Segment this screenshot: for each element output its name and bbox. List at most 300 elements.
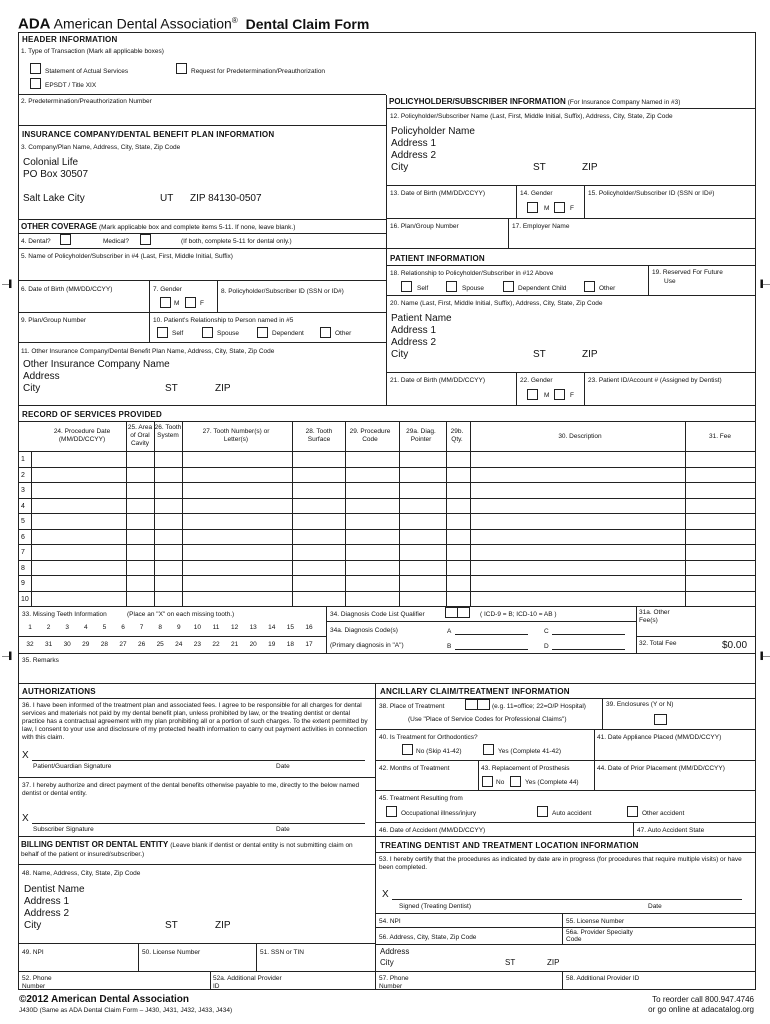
- f40-label: 40. Is Treatment for Orthodontics?: [379, 734, 478, 741]
- enclosures-box[interactable]: [654, 714, 667, 725]
- service-row-rule: [19, 575, 756, 576]
- treating-city[interactable]: City: [380, 958, 394, 967]
- ortho-no-label: No (Skip 41-42): [416, 748, 462, 755]
- billing-heading: [21, 840, 371, 859]
- service-row-rule: [19, 498, 756, 499]
- pat-dependent-checkbox[interactable]: [503, 281, 514, 292]
- dentist-address1[interactable]: Address 1: [24, 896, 70, 907]
- ortho-yes-label: Yes (Complete 41-42): [498, 748, 561, 755]
- rule: [584, 185, 585, 218]
- other-co-address[interactable]: Address: [23, 371, 60, 382]
- rule: [138, 943, 139, 971]
- rule: [386, 265, 756, 266]
- f32-label: 32. Total Fee: [639, 640, 677, 647]
- rule: [562, 913, 563, 927]
- f34a-label: 34a. Diagnosis Code(s): [330, 627, 398, 634]
- footer-copyright: ©2012 American Dental Association: [19, 994, 190, 1005]
- f34-label: 34. Diagnosis Code List Qualifier: [330, 611, 425, 618]
- service-row-number: 5: [21, 518, 25, 525]
- margin-tick-left-2: —▌: [2, 653, 14, 660]
- tooth-number[interactable]: 15: [286, 624, 294, 631]
- rule: [19, 248, 386, 249]
- insurance-city[interactable]: Salt Lake City: [23, 193, 85, 204]
- ortho-no-checkbox[interactable]: [402, 744, 413, 755]
- treating-st[interactable]: ST: [505, 958, 516, 967]
- tooth-number[interactable]: 2: [46, 624, 51, 631]
- tooth-number[interactable]: 32: [26, 641, 34, 648]
- service-column-rule: [470, 421, 471, 606]
- tooth-number[interactable]: 23: [193, 641, 201, 648]
- title-form: Dental Claim Form: [245, 15, 370, 32]
- rule: [648, 265, 649, 295]
- treating-heading: TREATING DENTIST AND TREATMENT LOCATION INFORMATION: [380, 841, 639, 850]
- other-accident-label: Other accident: [642, 810, 685, 817]
- auth-heading: AUTHORIZATIONS: [22, 687, 96, 696]
- rel-dependent-label: Dependent: [272, 330, 304, 337]
- rule: [386, 248, 756, 249]
- rule: [375, 927, 756, 928]
- auth-x-1: X: [22, 750, 29, 761]
- policyholder-zip[interactable]: ZIP: [582, 162, 598, 173]
- rule: [256, 943, 257, 971]
- patient-signature-label: Patient/Guardian Signature: [33, 763, 112, 770]
- col-27: 27. Tooth Number(s) or Letter(s): [202, 428, 270, 443]
- rel-other-label: Other: [335, 330, 352, 337]
- service-column-rule: [126, 421, 127, 606]
- rule: [508, 218, 509, 248]
- rule: [217, 280, 218, 312]
- f3-label: 3. Company/Plan Name, Address, City, State, Zip Code: [21, 144, 181, 151]
- f19-use: Use: [664, 278, 676, 285]
- service-row-number: 4: [21, 502, 25, 510]
- f37-text: 37. I hereby authorize and direct payment of the dental benefits otherwise payable to me, directly to the below named dentist or dental entity.: [22, 782, 360, 797]
- rule: [19, 777, 375, 778]
- f44-label: 44. Date of Prior Placement (MM/DD/CCYY): [597, 765, 725, 772]
- col-29a: 29a. Diag. Pointer: [406, 428, 436, 443]
- f42-label: 42. Months of Treatment: [379, 765, 450, 772]
- tooth-number[interactable]: 19: [268, 641, 276, 648]
- service-row-rule: [19, 482, 756, 483]
- rule: [386, 185, 756, 186]
- diag-b-label: B: [447, 643, 452, 650]
- pat-spouse-checkbox[interactable]: [446, 281, 457, 292]
- tooth-number[interactable]: 7: [139, 624, 144, 631]
- dentist-zip[interactable]: ZIP: [215, 920, 231, 931]
- treating-signature-label: Signed (Treating Dentist): [399, 903, 472, 910]
- billing-title: BILLING DENTIST OR DENTAL ENTITY: [21, 840, 169, 849]
- col-29b: 29b. Qty.: [450, 428, 464, 443]
- rule: [375, 790, 756, 791]
- f12-label: 12. Policyholder/Subscriber Name (Last, First, Middle Initial, Suffix), Address, City, State, Zip Code: [390, 113, 673, 120]
- policyholder-st[interactable]: ST: [533, 162, 546, 173]
- col-31: 31. Fee: [708, 433, 732, 440]
- tooth-number[interactable]: 31: [44, 641, 53, 648]
- f38-eg: (e.g. 11=office; 22=O/P Hospital): [492, 703, 586, 710]
- diag-a-label: A: [447, 628, 452, 635]
- f47-label: 47. Auto Accident State: [637, 827, 705, 834]
- f14-label: 14. Gender: [520, 190, 553, 197]
- rule: [386, 372, 756, 373]
- rule: [375, 760, 756, 761]
- f22-label: 22. Gender: [520, 377, 553, 384]
- f36-text: 36. I have been informed of the treatment plan and associated fees. I agree to be responsible for all charges for dental services and materials not paid by my dental benefit plan, unless prohibited by law, or the treating dentist or dental practice has a contractual agreement with my plan prohibiting all or a portion of such charges. To the extent permitted by law, I consent to your use and disclosure of my protected health information to carry out payment activities in connection with this claim.: [22, 702, 368, 741]
- ortho-yes-checkbox[interactable]: [483, 744, 494, 755]
- rule: [636, 636, 756, 637]
- ph-gender-f[interactable]: [554, 202, 565, 213]
- margin-tick-left-1: —▌: [2, 281, 14, 288]
- services-heading: RECORD OF SERVICES PROVIDED: [22, 410, 162, 419]
- prosthesis-no-label: No: [496, 779, 505, 786]
- f8-label: 8. Policyholder/Subscriber ID (SSN or ID#): [221, 288, 344, 295]
- f33-place: (Place an "X" on each missing tooth.): [127, 611, 235, 618]
- rule: [19, 312, 386, 313]
- tooth-number[interactable]: 12: [230, 624, 239, 631]
- tooth-number[interactable]: 4: [83, 624, 88, 631]
- subscriber-signature-label: Subscriber Signature: [33, 826, 94, 833]
- tooth-number[interactable]: 17: [305, 641, 313, 648]
- center-divider-top: [386, 95, 387, 405]
- pat-f-label: F: [570, 392, 574, 399]
- rule: [375, 729, 756, 730]
- col-29: 29. Procedure Code: [349, 428, 391, 443]
- other-co-name[interactable]: Other Insurance Company Name: [23, 359, 170, 370]
- header-information-heading: HEADER INFORMATION: [22, 35, 118, 44]
- actual-services-checkbox[interactable]: [30, 63, 41, 74]
- other-gender-m[interactable]: [160, 297, 171, 308]
- service-row-number: 2: [21, 471, 25, 479]
- form-title: [18, 13, 369, 33]
- service-row-rule: [19, 467, 756, 468]
- margin-tick-right-1: ▐—: [758, 281, 770, 288]
- f35-label: 35. Remarks: [22, 657, 59, 664]
- f52a-label: 52a. Additional Provider ID: [213, 975, 282, 990]
- footer-reorder: To reorder call 800.947.4746: [652, 995, 754, 1004]
- service-row-rule: [19, 591, 756, 592]
- tooth-number[interactable]: 29: [82, 641, 90, 648]
- footer-online: or go online at adacatalog.org: [648, 1005, 754, 1014]
- f43-label: 43. Replacement of Prosthesis: [481, 765, 570, 772]
- occupational-checkbox[interactable]: [386, 806, 397, 817]
- rule: [19, 864, 375, 865]
- pat-self-checkbox[interactable]: [401, 281, 412, 292]
- place-box-2[interactable]: [477, 699, 490, 710]
- service-column-rule: [154, 421, 155, 606]
- rule: [602, 698, 603, 729]
- prosthesis-no-checkbox[interactable]: [482, 776, 493, 787]
- rule: [149, 312, 150, 342]
- f39-label: 39. Enclosures (Y or N): [606, 701, 674, 708]
- ph-gender-m[interactable]: [527, 202, 538, 213]
- dentist-st[interactable]: ST: [165, 920, 178, 931]
- patient-name[interactable]: Patient Name: [391, 313, 452, 324]
- tooth-number[interactable]: 22: [212, 641, 220, 648]
- patient-city[interactable]: City: [391, 349, 409, 360]
- f56a-label: 56a. Provider Specialty Code: [566, 929, 633, 943]
- tooth-number[interactable]: 14: [268, 624, 276, 631]
- rule: [326, 621, 636, 622]
- rule: [19, 836, 756, 837]
- f33-label: 33. Missing Teeth Information: [22, 611, 107, 618]
- f48-label: 48. Name, Address, City, State, Zip Code: [22, 870, 141, 877]
- rule: [516, 185, 517, 218]
- col-25: 25. Area of Oral Cavity: [127, 424, 153, 447]
- other-f-label: F: [200, 300, 204, 307]
- tooth-number[interactable]: 30: [63, 641, 71, 648]
- medical-label: Medical?: [103, 238, 130, 245]
- f4-label: 4. Dental?: [21, 238, 51, 245]
- service-row-number: 8: [21, 564, 25, 572]
- rule: [455, 634, 528, 635]
- tooth-number[interactable]: 16: [305, 624, 313, 631]
- rule: [386, 108, 756, 109]
- rule: [562, 971, 563, 990]
- tooth-number[interactable]: 28: [100, 641, 108, 648]
- dentist-city[interactable]: City: [24, 920, 42, 931]
- f16-label: 16. Plan/Group Number: [390, 223, 459, 230]
- f1-label: 1. Type of Transaction (Mark all applicable boxes): [21, 48, 164, 55]
- policyholder-note: (For Insurance Company Named in #3): [567, 99, 681, 106]
- tooth-number[interactable]: 13: [249, 624, 257, 631]
- f9-label: 9. Plan/Group Number: [21, 317, 87, 324]
- dentist-name[interactable]: Dentist Name: [24, 884, 85, 895]
- patient-zip[interactable]: ZIP: [582, 349, 598, 360]
- policyholder-heading: [389, 97, 680, 107]
- insurance-state[interactable]: UT: [160, 193, 174, 204]
- service-column-rule: [31, 451, 32, 606]
- actual-services-label: Statement of Actual Services: [45, 68, 129, 75]
- total-fee[interactable]: $0.00: [722, 640, 748, 651]
- pat-spouse-label: Spouse: [462, 285, 485, 292]
- primary-note: (Primary diagnosis in "A"): [330, 642, 404, 649]
- rule: [375, 822, 756, 823]
- pat-gender-f[interactable]: [554, 389, 565, 400]
- qualifier-box-2[interactable]: [457, 607, 470, 618]
- auth-date-2: Date: [276, 826, 290, 833]
- rule: [386, 218, 756, 219]
- ph-f-label: F: [570, 205, 574, 212]
- auto-accident-checkbox[interactable]: [537, 806, 548, 817]
- service-column-rule: [345, 421, 346, 606]
- ph-m-label: M: [544, 205, 550, 212]
- rule: [19, 943, 375, 944]
- other-co-st[interactable]: ST: [165, 383, 178, 394]
- service-row-number: 9: [21, 580, 25, 587]
- insurance-heading: INSURANCE COMPANY/DENTAL BENEFIT PLAN INFORMATION: [22, 130, 275, 139]
- rule: [19, 421, 756, 422]
- treating-zip[interactable]: ZIP: [547, 958, 560, 967]
- tooth-number[interactable]: 9: [176, 624, 181, 631]
- auth-x-2: X: [22, 813, 29, 824]
- rule: [19, 405, 756, 406]
- margin-tick-right-2: ▐—: [758, 653, 770, 660]
- rule: [19, 280, 386, 281]
- rule: [584, 372, 585, 405]
- rule: [32, 823, 365, 824]
- pat-self-label: Self: [417, 285, 429, 292]
- service-row-rule: [19, 513, 756, 514]
- prosthesis-yes-checkbox[interactable]: [510, 776, 521, 787]
- insurance-zip[interactable]: ZIP 84130-0507: [190, 193, 262, 204]
- diag-d-label: D: [544, 643, 549, 650]
- tooth-number[interactable]: 20: [249, 641, 257, 648]
- rule: [478, 760, 479, 790]
- other-coverage-heading: [21, 222, 295, 232]
- tooth-number[interactable]: 11: [212, 624, 220, 631]
- medical-checkbox[interactable]: [140, 234, 151, 245]
- rel-self-checkbox[interactable]: [157, 327, 168, 338]
- col-30: 30. Description: [558, 433, 602, 440]
- rel-self-label: Self: [172, 330, 184, 337]
- col-26: 26. Tooth System: [154, 424, 182, 439]
- rule: [19, 342, 386, 343]
- service-column-rule: [685, 421, 686, 606]
- tooth-number[interactable]: 18: [286, 641, 294, 648]
- patient-address1[interactable]: Address 1: [391, 325, 437, 336]
- rule: [32, 760, 365, 761]
- f13-label: 13. Date of Birth (MM/DD/CCYY): [390, 190, 485, 197]
- f41-label: 41. Date Appliance Placed (MM/DD/CCYY): [597, 734, 722, 741]
- service-row-rule: [19, 544, 756, 545]
- other-co-zip[interactable]: ZIP: [215, 383, 231, 394]
- rel-spouse-label: Spouse: [217, 330, 240, 337]
- rule: [375, 944, 756, 945]
- service-row-rule: [19, 560, 756, 561]
- dentist-address2[interactable]: Address 2: [24, 908, 70, 919]
- rel-spouse-checkbox[interactable]: [202, 327, 213, 338]
- auth-date-1: Date: [276, 763, 290, 770]
- pat-m-label: M: [544, 392, 550, 399]
- f55-label: 55. License Number: [566, 918, 625, 925]
- f19-label: 19. Reserved For Future: [652, 269, 723, 276]
- other-coverage-note: (Mark applicable box and complete items 5-11. If none, leave blank.): [98, 224, 296, 231]
- predetermination-checkbox[interactable]: [176, 63, 187, 74]
- rule: [19, 125, 386, 126]
- tooth-number[interactable]: 10: [193, 624, 201, 631]
- f58-label: 58. Additional Provider ID: [566, 975, 640, 982]
- rule: [19, 233, 386, 234]
- service-column-rule: [292, 421, 293, 606]
- rule: [375, 852, 756, 853]
- epsdt-checkbox[interactable]: [30, 78, 41, 89]
- tooth-number[interactable]: 27: [119, 641, 127, 648]
- other-m-label: M: [174, 300, 180, 307]
- rule: [386, 295, 756, 296]
- title-ada: ADA: [18, 15, 51, 33]
- pat-gender-m[interactable]: [527, 389, 538, 400]
- rule: [19, 606, 756, 607]
- service-row-rule: [19, 529, 756, 530]
- f17-label: 17. Employer Name: [512, 223, 570, 230]
- dental-checkbox[interactable]: [60, 234, 71, 245]
- tooth-number[interactable]: 26: [137, 641, 146, 648]
- service-row-number: 10: [21, 595, 29, 603]
- patient-st[interactable]: ST: [533, 349, 546, 360]
- f50-label: 50. License Number: [142, 949, 201, 956]
- treating-date-label: Date: [648, 903, 662, 910]
- tooth-number[interactable]: 6: [121, 624, 125, 631]
- other-coverage-title: OTHER COVERAGE: [21, 222, 98, 231]
- f52-label: 52. Phone Number: [22, 975, 52, 990]
- rule: [562, 927, 563, 944]
- f53-text: 53. I hereby certify that the procedures as indicated by date are in progress (for procedures that require multiple visits) or have been completed.: [379, 856, 742, 871]
- predetermination-label: Request for Predetermination/Preauthorization: [191, 68, 326, 75]
- tooth-number[interactable]: 24: [175, 641, 183, 648]
- rule: [19, 219, 386, 220]
- occupational-label: Occupational illness/injury: [401, 810, 477, 817]
- other-accident-checkbox[interactable]: [627, 806, 638, 817]
- title-reg: ®: [231, 16, 238, 25]
- billing-note: (Leave blank if dentist or dental entity is not submitting claim on behalf of the patient or insured/subscriber.): [21, 842, 353, 858]
- pat-dependent-label: Dependent Child: [518, 285, 567, 292]
- treating-address[interactable]: Address: [380, 947, 410, 956]
- policyholder-address2[interactable]: Address 2: [391, 150, 437, 161]
- f21-label: 21. Date of Birth (MM/DD/CCYY): [390, 377, 485, 384]
- rule: [149, 280, 150, 312]
- rule: [19, 698, 756, 699]
- pat-other-label: Other: [599, 285, 616, 292]
- footer-form-number: J430D (Same as ADA Dental Claim Form – J430, J431, J432, J433, J434): [19, 1007, 233, 1014]
- service-row-number: 1: [21, 456, 25, 463]
- policyholder-city[interactable]: City: [391, 162, 409, 173]
- f2-label: 2. Predetermination/Preauthorization Number: [21, 98, 152, 105]
- patient-address2[interactable]: Address 2: [391, 337, 437, 348]
- rule: [516, 372, 517, 405]
- tooth-number[interactable]: 21: [230, 641, 239, 648]
- icd-note: ( ICD-9 = B; ICD-10 = AB ): [480, 611, 557, 618]
- rel-other-checkbox[interactable]: [320, 327, 331, 338]
- rule: [455, 649, 528, 650]
- tooth-number[interactable]: 3: [65, 624, 69, 631]
- f10-label: 10. Patient's Relationship to Person named in #5: [153, 317, 294, 324]
- services-header-rule: [19, 451, 756, 452]
- service-column-rule: [399, 421, 400, 606]
- f57-label: 57. Phone Number: [379, 975, 409, 990]
- tooth-number[interactable]: 25: [156, 641, 164, 648]
- patient-heading: PATIENT INFORMATION: [390, 254, 485, 263]
- rule: [210, 971, 211, 990]
- f51-label: 51. SSN or TIN: [260, 949, 304, 956]
- epsdt-label: EPSDT / Title XIX: [45, 82, 97, 89]
- teeth-divider: [19, 636, 326, 637]
- service-row-number: 7: [21, 549, 25, 556]
- policyholder-name[interactable]: Policyholder Name: [391, 126, 475, 137]
- rel-dependent-checkbox[interactable]: [257, 327, 268, 338]
- f5-label: 5. Name of Policyholder/Subscriber in #4 (Last, First, Middle Initial, Suffix): [21, 253, 233, 260]
- col-28: 28. Tooth Surface: [305, 428, 333, 443]
- policyholder-title: POLICYHOLDER/SUBSCRIBER INFORMATION: [389, 97, 566, 106]
- col-24: 24. Procedure Date (MM/DD/CCYY): [53, 428, 111, 443]
- other-co-city[interactable]: City: [23, 383, 41, 394]
- f18-label: 18. Relationship to Policyholder/Subscriber in #12 Above: [390, 270, 554, 277]
- insurance-name[interactable]: Colonial Life: [23, 157, 79, 168]
- ancillary-heading: ANCILLARY CLAIM/TREATMENT INFORMATION: [380, 687, 570, 696]
- f46-label: 46. Date of Accident (MM/DD/CCYY): [379, 827, 486, 834]
- tooth-number[interactable]: 8: [158, 624, 162, 631]
- insurance-box[interactable]: PO Box 30507: [23, 169, 89, 180]
- tooth-number[interactable]: 5: [102, 624, 107, 631]
- policyholder-address1[interactable]: Address 1: [391, 138, 437, 149]
- other-gender-f[interactable]: [185, 297, 196, 308]
- pat-other-checkbox[interactable]: [584, 281, 595, 292]
- rule: [594, 729, 595, 760]
- f31a-label: 31a. Other Fee(s): [639, 609, 670, 624]
- f15-label: 15. Policyholder/Subscriber ID (SSN or ID#): [588, 190, 715, 197]
- prosthesis-yes-label: Yes (Complete 44): [525, 779, 579, 786]
- rule: [19, 683, 756, 684]
- tooth-number[interactable]: 1: [28, 624, 32, 631]
- f49-label: 49. NPI: [22, 949, 44, 956]
- rule: [392, 899, 742, 900]
